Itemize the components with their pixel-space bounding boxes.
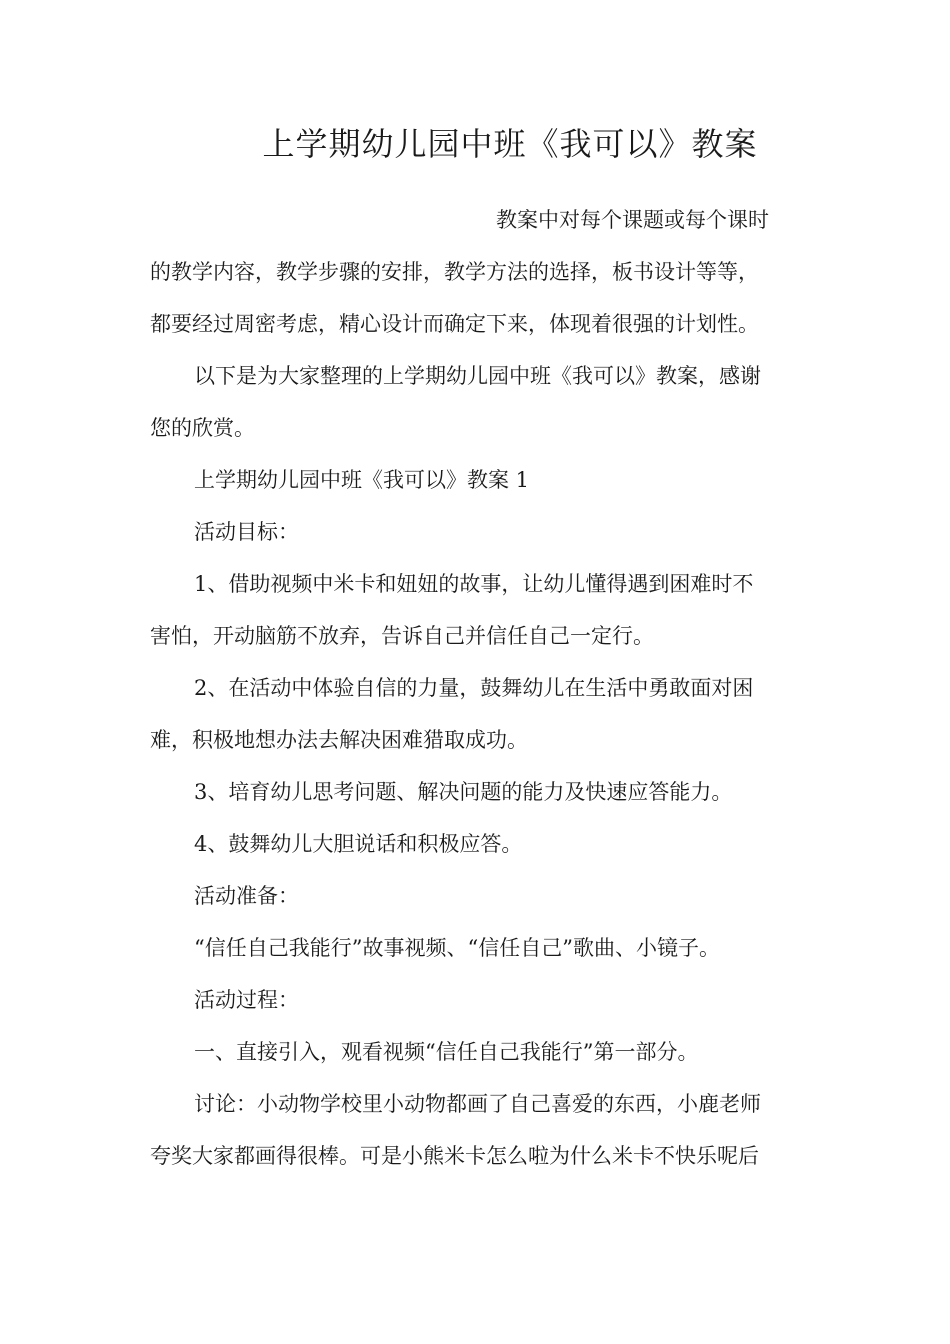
text-line: 1、借助视频中米卡和妞妞的故事，让幼儿懂得遇到困难时不	[194, 572, 754, 596]
text-line: 害怕，开动脑筋不放弃，告诉自己并信任自己一定行。	[150, 624, 654, 648]
text-line: 都要经过周密考虑，精心设计而确定下来，体现着很强的计划性。	[150, 312, 759, 336]
document-body	[150, 194, 802, 1182]
text-line: 夸奖大家都画得很棒。可是小熊米卡怎么啦为什么米卡不快乐呢后	[150, 1144, 759, 1168]
text-line: 4、鼓舞幼儿大胆说话和积极应答。	[194, 832, 523, 856]
text-line: 教案中对每个课题或每个课时	[496, 208, 769, 232]
text-line: 一、直接引入，观看视频“信任自己我能行”第一部分。	[194, 1040, 699, 1064]
text-line: 讨论：小动物学校里小动物都画了自己喜爱的东西，小鹿老师	[194, 1092, 761, 1116]
text-line: 2、在活动中体验自信的力量，鼓舞幼儿在生活中勇敢面对困	[194, 676, 754, 700]
text-line: “信任自己我能行”故事视频、“信任自己”歌曲、小镜子。	[194, 936, 720, 960]
text-line: 3、培育幼儿思考问题、解决问题的能力及快速应答能力。	[194, 780, 733, 804]
text-line: 以下是为大家整理的上学期幼儿园中班《我可以》教案，感谢	[194, 364, 761, 388]
text-line: 的教学内容，教学步骤的安排，教学方法的选择，板书设计等等，	[150, 260, 759, 284]
text-line: 难，积极地想办法去解决困难猎取成功。	[150, 728, 528, 752]
text-line: 您的欣赏。	[150, 416, 255, 440]
text-line: 活动准备：	[194, 884, 299, 908]
text-line: 活动过程：	[194, 988, 299, 1012]
document-title: 上学期幼儿园中班《我可以》教案	[262, 125, 758, 163]
text-line: 活动目标：	[194, 520, 299, 544]
text-line: 上学期幼儿园中班《我可以》教案 1	[194, 468, 530, 492]
